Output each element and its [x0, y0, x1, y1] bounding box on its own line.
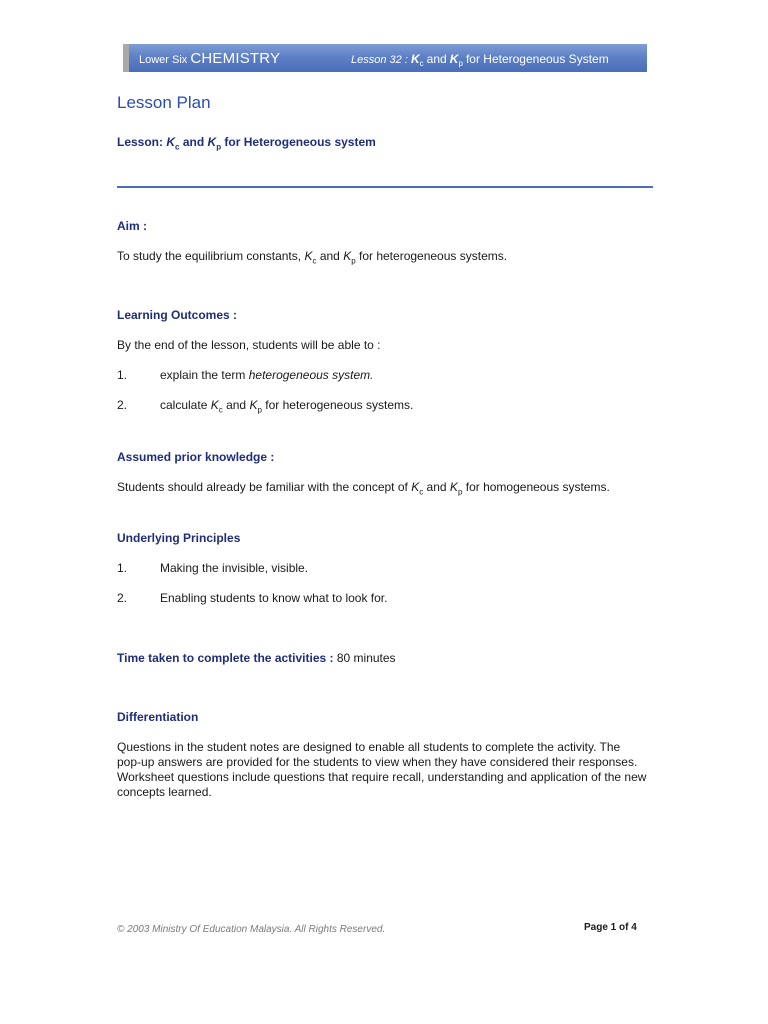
- and-text: and: [226, 398, 247, 412]
- outcome-text: calculate: [160, 398, 208, 412]
- time-line: [117, 651, 396, 665]
- time-value: 80 minutes: [336, 651, 396, 665]
- divider: [117, 186, 653, 188]
- kc-symbol: K: [410, 52, 420, 66]
- principle-item: Making the invisible, visible.: [160, 561, 309, 575]
- kp-symbol: K: [449, 480, 458, 494]
- learning-outcomes-intro: By the end of the lesson, students will be able to :: [117, 338, 381, 352]
- and-text: and: [182, 135, 205, 149]
- aim-text-after: for heterogeneous systems.: [359, 249, 508, 263]
- lesson-number: Lesson 32 :: [351, 54, 408, 66]
- and-text: and: [319, 249, 340, 263]
- kc-symbol: K: [411, 480, 420, 494]
- kc-subscript: c: [175, 142, 180, 152]
- and-text: and: [426, 480, 447, 494]
- kc-symbol: K: [210, 398, 219, 412]
- lesson-topic: for Heterogeneous System: [465, 52, 609, 66]
- course-title: [139, 50, 280, 67]
- kp-symbol: K: [249, 398, 258, 412]
- course-prefix: Lower Six: [139, 54, 188, 66]
- lesson-header: [351, 52, 609, 69]
- header-banner: [123, 44, 647, 72]
- time-label: Time taken to complete the activities :: [117, 651, 334, 665]
- kp-symbol: K: [449, 52, 459, 66]
- kc-subscript: c: [218, 405, 223, 415]
- outcome-number: 2.: [117, 398, 128, 412]
- kp-subscript: p: [257, 405, 262, 415]
- kc-subscript: c: [312, 256, 317, 266]
- lesson-topic: for Heterogeneous system: [224, 135, 376, 149]
- aim-heading: Aim :: [117, 219, 147, 233]
- principle-item: Enabling students to know what to look for.: [160, 591, 388, 605]
- outcome-item: [160, 368, 373, 382]
- outcome-item: [160, 398, 414, 415]
- principles-heading: Underlying Principles: [117, 531, 241, 545]
- lesson-label: Lesson:: [117, 135, 164, 149]
- course-name: CHEMISTRY: [190, 50, 281, 67]
- copyright-notice: © 2003 Ministry Of Education Malaysia. All Rights Reserved.: [117, 924, 386, 935]
- kc-symbol: K: [304, 249, 313, 263]
- kp-subscript: p: [458, 59, 463, 69]
- prior-text-before: Students should already be familiar with the concept of: [117, 480, 408, 494]
- principle-number: 1.: [117, 561, 128, 575]
- prior-knowledge-text: [117, 480, 610, 497]
- kp-subscript: p: [457, 487, 463, 497]
- page-title: Lesson Plan: [117, 93, 211, 112]
- kp-symbol: K: [343, 249, 352, 263]
- differentiation-text: Questions in the student notes are designed to enable all students to complete the activity. The pop-up answers are provided for the students to view when they have considered their responses. Worksheet questions include questions that require recall, understanding and application of the new concepts learned.: [117, 740, 647, 799]
- kc-subscript: c: [419, 59, 424, 69]
- kp-symbol: K: [207, 135, 217, 149]
- outcome-text: explain the term: [160, 368, 246, 382]
- principle-number: 2.: [117, 591, 128, 605]
- kp-subscript: p: [351, 256, 356, 266]
- lesson-line: [117, 135, 376, 152]
- kp-subscript: p: [216, 142, 222, 152]
- outcome-text-after: for heterogeneous systems.: [265, 398, 414, 412]
- page-number: Page 1 of 4: [584, 922, 637, 933]
- kc-symbol: K: [166, 135, 176, 149]
- prior-text-after: for homogeneous systems.: [465, 480, 610, 494]
- outcome-number: 1.: [117, 368, 128, 382]
- outcome-italic: heterogeneous system.: [248, 368, 374, 382]
- prior-knowledge-heading: Assumed prior knowledge :: [117, 450, 275, 464]
- differentiation-heading: Differentiation: [117, 710, 199, 724]
- aim-text: [117, 249, 508, 266]
- kc-subscript: c: [419, 487, 424, 497]
- aim-text-before: To study the equilibrium constants,: [117, 249, 302, 263]
- learning-outcomes-heading: Learning Outcomes :: [117, 308, 238, 322]
- and-text: and: [426, 52, 447, 66]
